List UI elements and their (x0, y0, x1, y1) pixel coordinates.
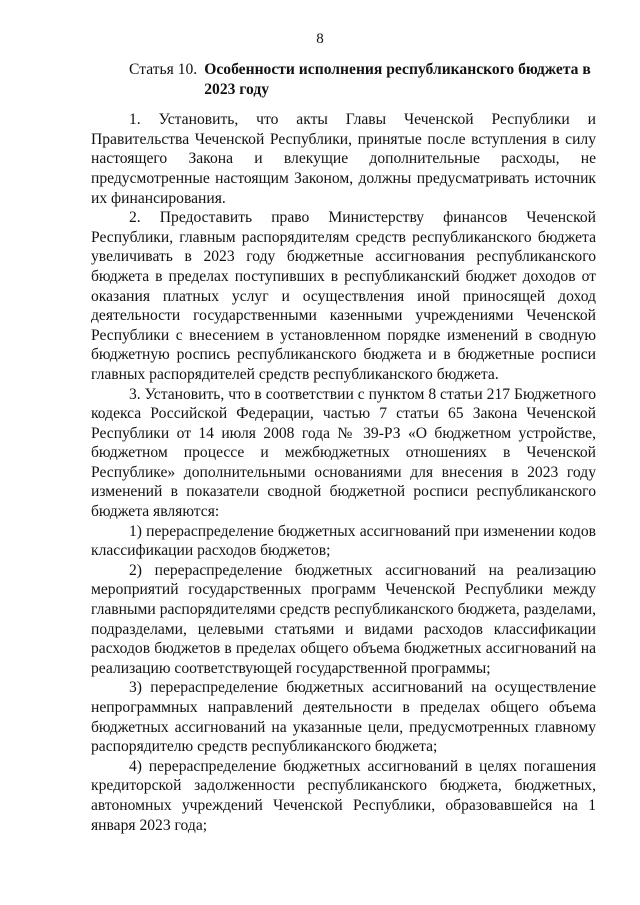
paragraph-3: 3. Установить, что в соответствии с пунктом 8 статьи 217 Бюджетного кодекса Российской Федерации, частью 7 статьи 65 Закона Чеченской Республики от 14 июля 2008 года № 39-РЗ «О бюджетном устройстве, бюджетном процессе и межбюджетных отношениях в Чеченской Республике» дополнительными основаниями для внесения в 2023 году изменений в показатели сводной бюджетной росписи республиканского бюджета являются: (91, 385, 596, 521)
list-item-4: 4) перераспределение бюджетных ассигнований в целях погашения кредиторской задолженности республиканского бюджета, бюджетных, автономных учреждений Чеченской Республики, образовавшейся на 1 января 2023 года; (91, 757, 596, 834)
article-heading (91, 60, 596, 99)
paragraph-2: 2. Предоставить право Министерству финансов Чеченской Республики, главным распорядителям средств республиканского бюджета увеличивать в 2023 году бюджетные ассигнования республиканского бюджета в пределах поступивших в республиканский бюджет доходов от оказания платных услуг и осуществления иной приносящей доход деятельности государственными казенными учреждениями Чеченской Республики с внесением в установленном порядке изменений в сводную бюджетную роспись республиканского бюджета и в бюджетные росписи главных распорядителей средств республиканского бюджета. (91, 209, 596, 383)
list-item-3: 3) перераспределение бюджетных ассигнований на осуществление непрограммных направлений деятельности в пределах общего объема бюджетных ассигнований на указанные цели, предусмотренных главному распорядителю средств республиканского бюджета; (91, 679, 596, 756)
document-body (91, 60, 596, 835)
article-label: Статья 10. (129, 61, 198, 78)
list-item-1: 1) перераспределение бюджетных ассигнований при изменении кодов классификации расходов бюджетов; (91, 522, 596, 560)
paragraph-1: 1. Установить, что акты Главы Чеченской Республики и Правительства Чеченской Республики, принятые после вступления в силу настоящего Закона и влекущие дополнительные расходы, не предусмотренные настоящим Законом, должны предусматривать источник их финансирования. (91, 111, 596, 207)
article-title: Особенности исполнения республиканского бюджета в 2023 году (204, 61, 591, 98)
list-item-2: 2) перераспределение бюджетных ассигнований на реализацию мероприятий государственных программ Чеченской Республики между главными распорядителями средств республиканского бюджета, разделами, подразделами, целевыми статьями и видами расходов классификации расходов бюджетов в пределах общего объема бюджетных ассигнований на реализацию соответствующей государственной программы; (91, 561, 596, 677)
page-number: 8 (316, 31, 324, 47)
